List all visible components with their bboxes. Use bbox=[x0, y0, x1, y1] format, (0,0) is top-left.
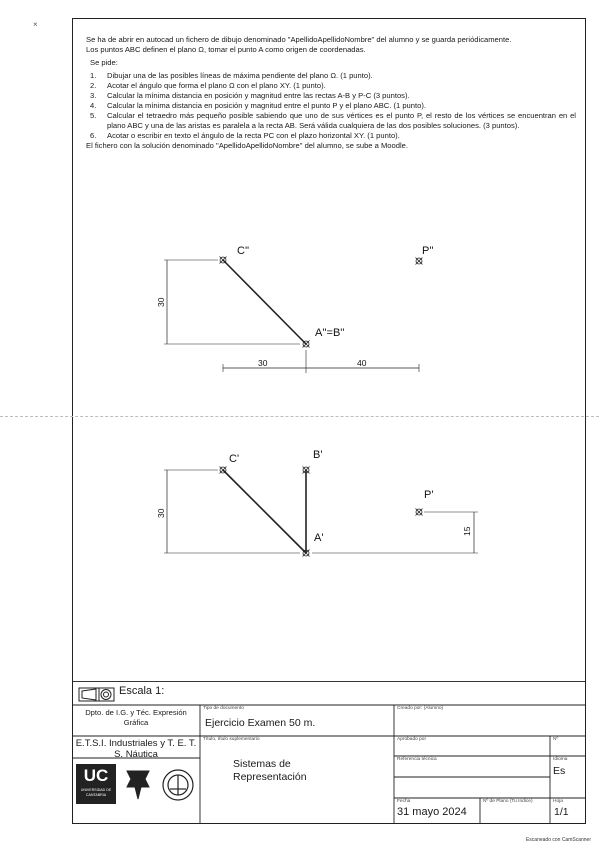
point-marker-p-plan bbox=[416, 509, 423, 516]
approved-cell: Aprobado por bbox=[397, 737, 427, 742]
task-item: 5. Calcular el tetraedro más pequeño posible sabiendo que uno de sus vértices es el punto P, el resto de los vértices se encuentran en el plano ABC y una de las aristas es paralela a la recta AB. Será válida cualquiera de las dos posibles soluciones. (3 puntos). bbox=[90, 111, 576, 130]
language-value: Es bbox=[553, 765, 566, 777]
task-item: 3. Calcular la mínima distancia en posición y magnitud entre las rectas A-B y P-C (3 puntos). bbox=[90, 90, 410, 100]
scale-label: Escala 1: bbox=[119, 685, 165, 697]
title-cell: Título, título suplementario Sistemas de Representación bbox=[200, 736, 394, 824]
plane-definition: Los puntos ABC definen el plano Ω, tomar el punto A como origen de coordenadas. bbox=[86, 44, 366, 54]
label-c-elev: C'' bbox=[237, 245, 250, 257]
task-item: 2. Acotar el ángulo que forma el plano Ω con el plano XY. (1 punto). bbox=[90, 80, 326, 90]
point-marker-p-elev bbox=[416, 258, 423, 265]
closing-note: El fichero con la solución denominado "ApellidoApellidoNombre" del alumno, se sube a Moodle. bbox=[86, 140, 408, 150]
doc-type-value: Ejercicio Examen 50 m. bbox=[205, 717, 316, 729]
plan-line-c-a bbox=[223, 470, 306, 553]
elevation-labels bbox=[156, 245, 434, 368]
nautical-school-emblem-icon bbox=[160, 767, 196, 803]
language-cell: Idioma Es bbox=[553, 757, 568, 777]
label-a-plan: A' bbox=[314, 532, 324, 544]
task-item: 1. Dibujar una de las posibles líneas de máxima pendiente del plano Ω. (1 punto). bbox=[90, 70, 373, 80]
doc-type-cell: Tipo de documento Ejercicio Examen 50 m. bbox=[203, 706, 316, 729]
elevation-view bbox=[164, 257, 423, 374]
school-name: E.T.S.I. Industriales y T. E. T. S. Náutica bbox=[75, 738, 197, 760]
dimension-text-vertical-plan: 30 bbox=[156, 508, 166, 518]
industrial-school-emblem-icon bbox=[123, 765, 153, 803]
elevation-line-c-ab bbox=[223, 260, 306, 344]
label-p-elev: P'' bbox=[422, 245, 434, 257]
dimension-text-horizontal-2-elev: 40 bbox=[357, 358, 367, 368]
dimension-text-horizontal-1-elev: 30 bbox=[258, 358, 268, 368]
date-value: 31 mayo 2024 bbox=[397, 806, 467, 818]
plane-number-cell: Nº de Plano (Tu Índice) bbox=[483, 799, 533, 804]
subheading: Se pide: bbox=[90, 58, 118, 68]
created-by-cell: Creado por: (Alumno) bbox=[397, 706, 444, 711]
label-ab-elev: A''=B'' bbox=[315, 327, 345, 339]
date-cell: Fecha 31 mayo 2024 bbox=[397, 799, 467, 818]
university-logo: UC UNIVERSIDAD DE CANTABRIA bbox=[76, 764, 116, 804]
number-cell: Nº bbox=[553, 737, 559, 742]
point-marker-c-elev bbox=[220, 257, 227, 264]
label-p-plan: P' bbox=[424, 489, 434, 501]
projection-symbol-icon bbox=[79, 688, 114, 701]
scanner-watermark: Escaneado con CamScanner bbox=[525, 837, 591, 843]
title-value: Sistemas de Representación bbox=[233, 758, 307, 783]
dimension-text-p-plan: 15 bbox=[462, 526, 472, 536]
corner-tick-mark: × bbox=[33, 20, 38, 29]
point-marker-ab-elev bbox=[303, 341, 310, 348]
label-b-plan: B' bbox=[313, 449, 323, 461]
tech-ref-cell: Referencia técnica bbox=[397, 757, 437, 762]
dimension-text-vertical-elev: 30 bbox=[156, 297, 166, 307]
title-block bbox=[72, 681, 586, 824]
sheet-cell: Hoja 1/1 bbox=[553, 799, 569, 818]
task-item: 6. Acotar o escribir en texto el ángulo de la recta PC con el plazo horizontal XY. (1 punto). bbox=[90, 130, 400, 140]
plan-labels bbox=[156, 449, 472, 544]
sheet-value: 1/1 bbox=[554, 806, 569, 818]
label-c-plan: C' bbox=[229, 453, 240, 465]
point-marker-c-plan bbox=[220, 467, 227, 474]
task-item: 4. Calcular la mínima distancia en posición y magnitud entre el punto P y el plano ABC. (1 punto). bbox=[90, 101, 426, 111]
intro-paragraph: Se ha de abrir en autocad un fichero de dibujo denominado "ApellidoApellidoNombre" del alumno y se guarda periódicamente. bbox=[86, 35, 512, 44]
department-name: Dpto. de I.G. y Téc. Expresión Gráfica bbox=[85, 708, 187, 727]
